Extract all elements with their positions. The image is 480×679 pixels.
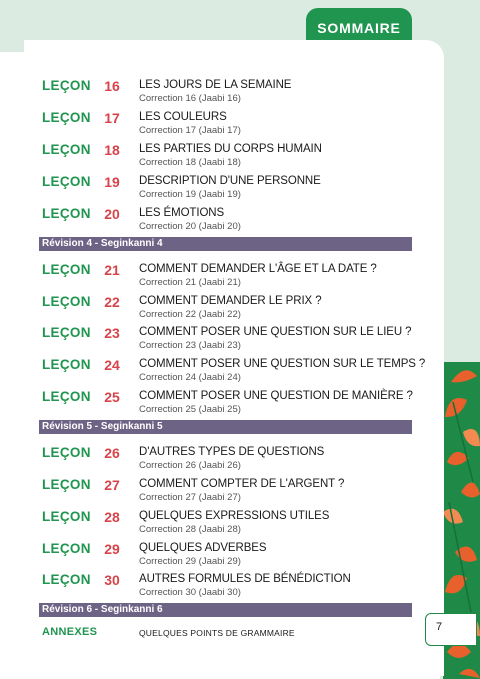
lesson-word: LEÇON [42, 509, 91, 524]
revision-bar[interactable]: Révision 6 - Seginkanni 6 [39, 603, 412, 617]
lesson-word: LEÇON [42, 142, 91, 157]
lesson-correction: Correction 22 (Jaabi 22) [139, 309, 241, 320]
annexes-title[interactable]: QUELQUES POINTS DE GRAMMAIRE [139, 628, 295, 638]
lesson-correction: Correction 23 (Jaabi 23) [139, 340, 241, 351]
lesson-number: 25 [104, 389, 120, 405]
lesson-number: 19 [104, 174, 120, 190]
lesson-title: COMMENT COMPTER DE L'ARGENT ? [139, 478, 345, 490]
lesson-title: COMMENT DEMANDER L'ÂGE ET LA DATE ? [139, 263, 377, 275]
lesson-number: 30 [104, 572, 120, 588]
lesson-word: LEÇON [42, 325, 91, 340]
lesson-title: QUELQUES ADVERBES [139, 542, 267, 554]
lesson-number: 17 [104, 110, 120, 126]
annexes-label[interactable]: ANNEXES [42, 626, 98, 638]
lesson-word: LEÇON [42, 477, 91, 492]
lesson-word: LEÇON [42, 389, 91, 404]
lesson-correction: Correction 16 (Jaabi 16) [139, 93, 241, 104]
lesson-number: 18 [104, 142, 120, 158]
lesson-number: 16 [104, 78, 120, 94]
lesson-word: LEÇON [42, 206, 91, 221]
revision-bar[interactable]: Révision 5 - Seginkanni 5 [39, 420, 412, 434]
lesson-word: LEÇON [42, 78, 91, 93]
lesson-number: 23 [104, 325, 120, 341]
lesson-title: QUELQUES EXPRESSIONS UTILES [139, 510, 330, 522]
page-number: 7 [436, 621, 443, 633]
lesson-title: LES PARTIES DU CORPS HUMAIN [139, 143, 322, 155]
lesson-correction: Correction 27 (Jaabi 27) [139, 492, 241, 503]
lesson-title: COMMENT POSER UNE QUESTION SUR LE LIEU ? [139, 326, 412, 338]
lesson-correction: Correction 17 (Jaabi 17) [139, 125, 241, 136]
lesson-word: LEÇON [42, 174, 91, 189]
lesson-title: COMMENT DEMANDER LE PRIX ? [139, 295, 322, 307]
page-number-box [425, 613, 477, 646]
lesson-number: 20 [104, 206, 120, 222]
lesson-word: LEÇON [42, 357, 91, 372]
sommaire-title: SOMMAIRE [317, 20, 401, 36]
lesson-number: 26 [104, 445, 120, 461]
lesson-correction: Correction 30 (Jaabi 30) [139, 587, 241, 598]
lesson-title: LES JOURS DE LA SEMAINE [139, 79, 292, 91]
lesson-correction: Correction 29 (Jaabi 29) [139, 556, 241, 567]
lesson-title: LES COULEURS [139, 111, 227, 123]
lesson-word: LEÇON [42, 445, 91, 460]
lesson-correction: Correction 18 (Jaabi 18) [139, 157, 241, 168]
lesson-title: COMMENT POSER UNE QUESTION SUR LE TEMPS ? [139, 358, 426, 370]
lesson-word: LEÇON [42, 541, 91, 556]
lesson-title: AUTRES FORMULES DE BÉNÉDICTION [139, 573, 351, 585]
lesson-title: D'AUTRES TYPES DE QUESTIONS [139, 446, 325, 458]
lesson-number: 24 [104, 357, 120, 373]
lesson-word: LEÇON [42, 262, 91, 277]
revision-bar[interactable]: Révision 4 - Seginkanni 4 [39, 237, 412, 251]
lesson-word: LEÇON [42, 110, 91, 125]
lesson-correction: Correction 21 (Jaabi 21) [139, 277, 241, 288]
lesson-correction: Correction 19 (Jaabi 19) [139, 189, 241, 200]
lesson-number: 21 [104, 262, 120, 278]
lesson-correction: Correction 20 (Jaabi 20) [139, 221, 241, 232]
lesson-number: 22 [104, 294, 120, 310]
lesson-title: COMMENT POSER UNE QUESTION DE MANIÈRE ? [139, 390, 413, 402]
lesson-number: 28 [104, 509, 120, 525]
lesson-correction: Correction 25 (Jaabi 25) [139, 404, 241, 415]
lesson-correction: Correction 24 (Jaabi 24) [139, 372, 241, 383]
sommaire-tab [306, 8, 412, 44]
lesson-correction: Correction 28 (Jaabi 28) [139, 524, 241, 535]
lesson-number: 27 [104, 477, 120, 493]
lesson-title: DESCRIPTION D'UNE PERSONNE [139, 175, 321, 187]
lesson-word: LEÇON [42, 294, 91, 309]
lesson-number: 29 [104, 541, 120, 557]
lesson-word: LEÇON [42, 572, 91, 587]
lesson-correction: Correction 26 (Jaabi 26) [139, 460, 241, 471]
lesson-title: LES ÉMOTIONS [139, 207, 225, 219]
